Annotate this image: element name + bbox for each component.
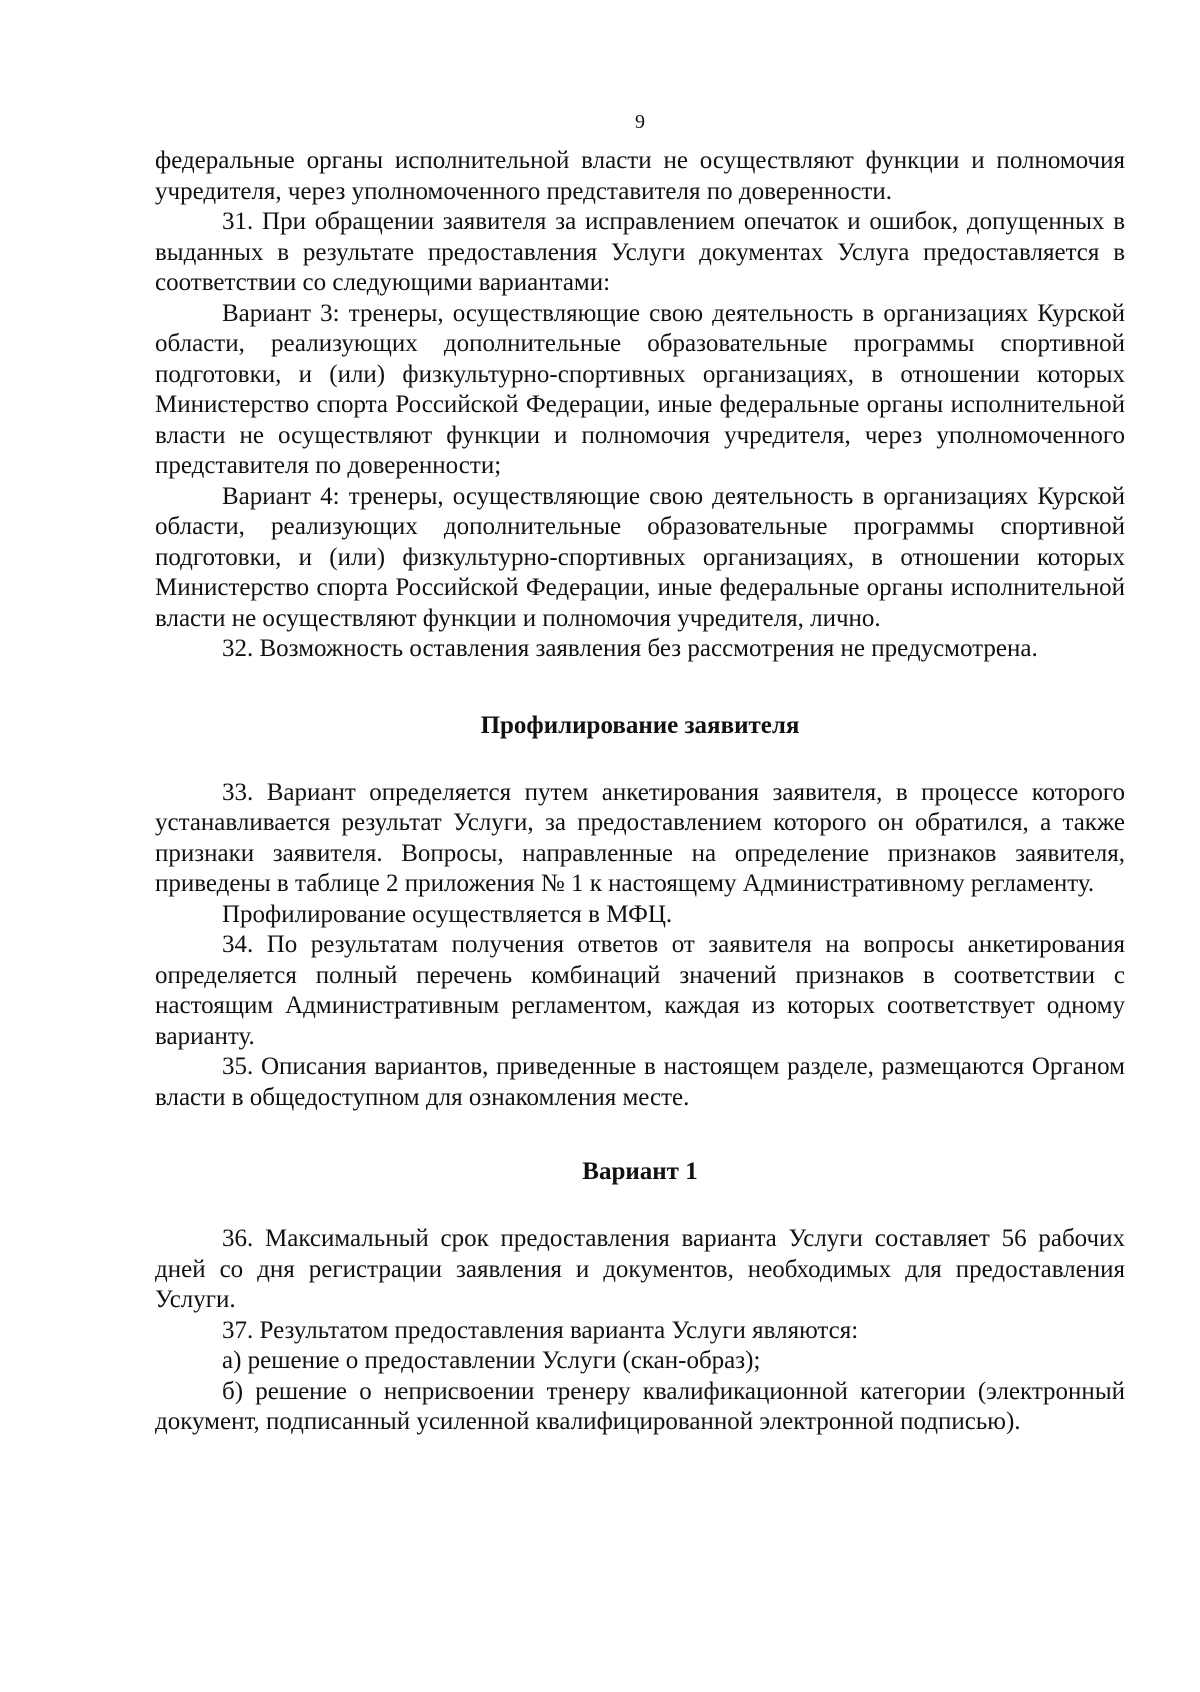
section-heading-variant-1: Вариант 1 bbox=[582, 1158, 698, 1185]
paragraph-37-b: б) решение о неприсвоении тренеру квалификационной категории (электронный документ, подписанный усиленной квалифицированной электронной подписью). bbox=[155, 1377, 1125, 1435]
page-number: 9 bbox=[635, 111, 645, 133]
paragraph-profiling-mfc: Профилирование осуществляется в МФЦ. bbox=[222, 900, 673, 928]
document-page bbox=[155, 110, 1125, 1438]
paragraph-36: 36. Максимальный срок предоставления варианта Услуги составляет 56 рабочих дней со дня регистрации заявления и документов, необходимых для предоставления Услуги. bbox=[155, 1225, 1125, 1313]
paragraph-32: 32. Возможность оставления заявления без рассмотрения не предусмотрена. bbox=[222, 635, 1038, 662]
paragraph-37: 37. Результатом предоставления варианта Услуги являются: bbox=[222, 1316, 859, 1344]
paragraph-continuation: федеральные органы исполнительной власти не осуществляют функции и полномочия учредителя, через уполномоченного представителя по доверенности. bbox=[155, 147, 1125, 205]
paragraph-37-a: а) решение о предоставлении Услуги (скан-образ); bbox=[222, 1347, 761, 1374]
paragraph-33: 33. Вариант определяется путем анкетирования заявителя, в процессе которого устанавливается результат Услуги, за предоставлением которого он обратился, а также признаки заявителя. Вопросы, направленные на определение признаков заявителя, приведены в таблице 2 приложения № 1 к настоящему Административному регламенту. bbox=[155, 778, 1125, 897]
paragraph-31: 31. При обращении заявителя за исправлением опечаток и ошибок, допущенных в выданных в результате предоставления Услуги документах Услуга предоставляется в соответствии со следующими вариантами: bbox=[155, 208, 1125, 296]
paragraph-34: 34. По результатам получения ответов от заявителя на вопросы анкетирования определяется полный перечень комбинаций значений признаков в соответствии с настоящим Административным регламентом, каждая из которых соответствует одному варианту. bbox=[155, 931, 1125, 1050]
paragraph-35: 35. Описания вариантов, приведенные в настоящем разделе, размещаются Органом власти в общедоступном для ознакомления месте. bbox=[155, 1053, 1125, 1111]
paragraph-variant-4: Вариант 4: тренеры, осуществляющие свою деятельность в организациях Курской области, реализующих дополнительные образовательные программы спортивной подготовки, и (или) физкультурно-спортивных организациях, в отношении которых Министерство спорта Российской Федерации, иные федеральные органы исполнительной власти не осуществляют функции и полномочия учредителя, лично. bbox=[155, 482, 1125, 632]
paragraph-variant-3: Вариант 3: тренеры, осуществляющие свою деятельность в организациях Курской области, реализующих дополнительные образовательные программы спортивной подготовки, и (или) физкультурно-спортивных организациях, в отношении которых Министерство спорта Российской Федерации, иные федеральные органы исполнительной власти не осуществляют функции и полномочия учредителя, через уполномоченного представителя по доверенности; bbox=[155, 299, 1125, 479]
section-heading-profiling: Профилирование заявителя bbox=[480, 711, 800, 739]
